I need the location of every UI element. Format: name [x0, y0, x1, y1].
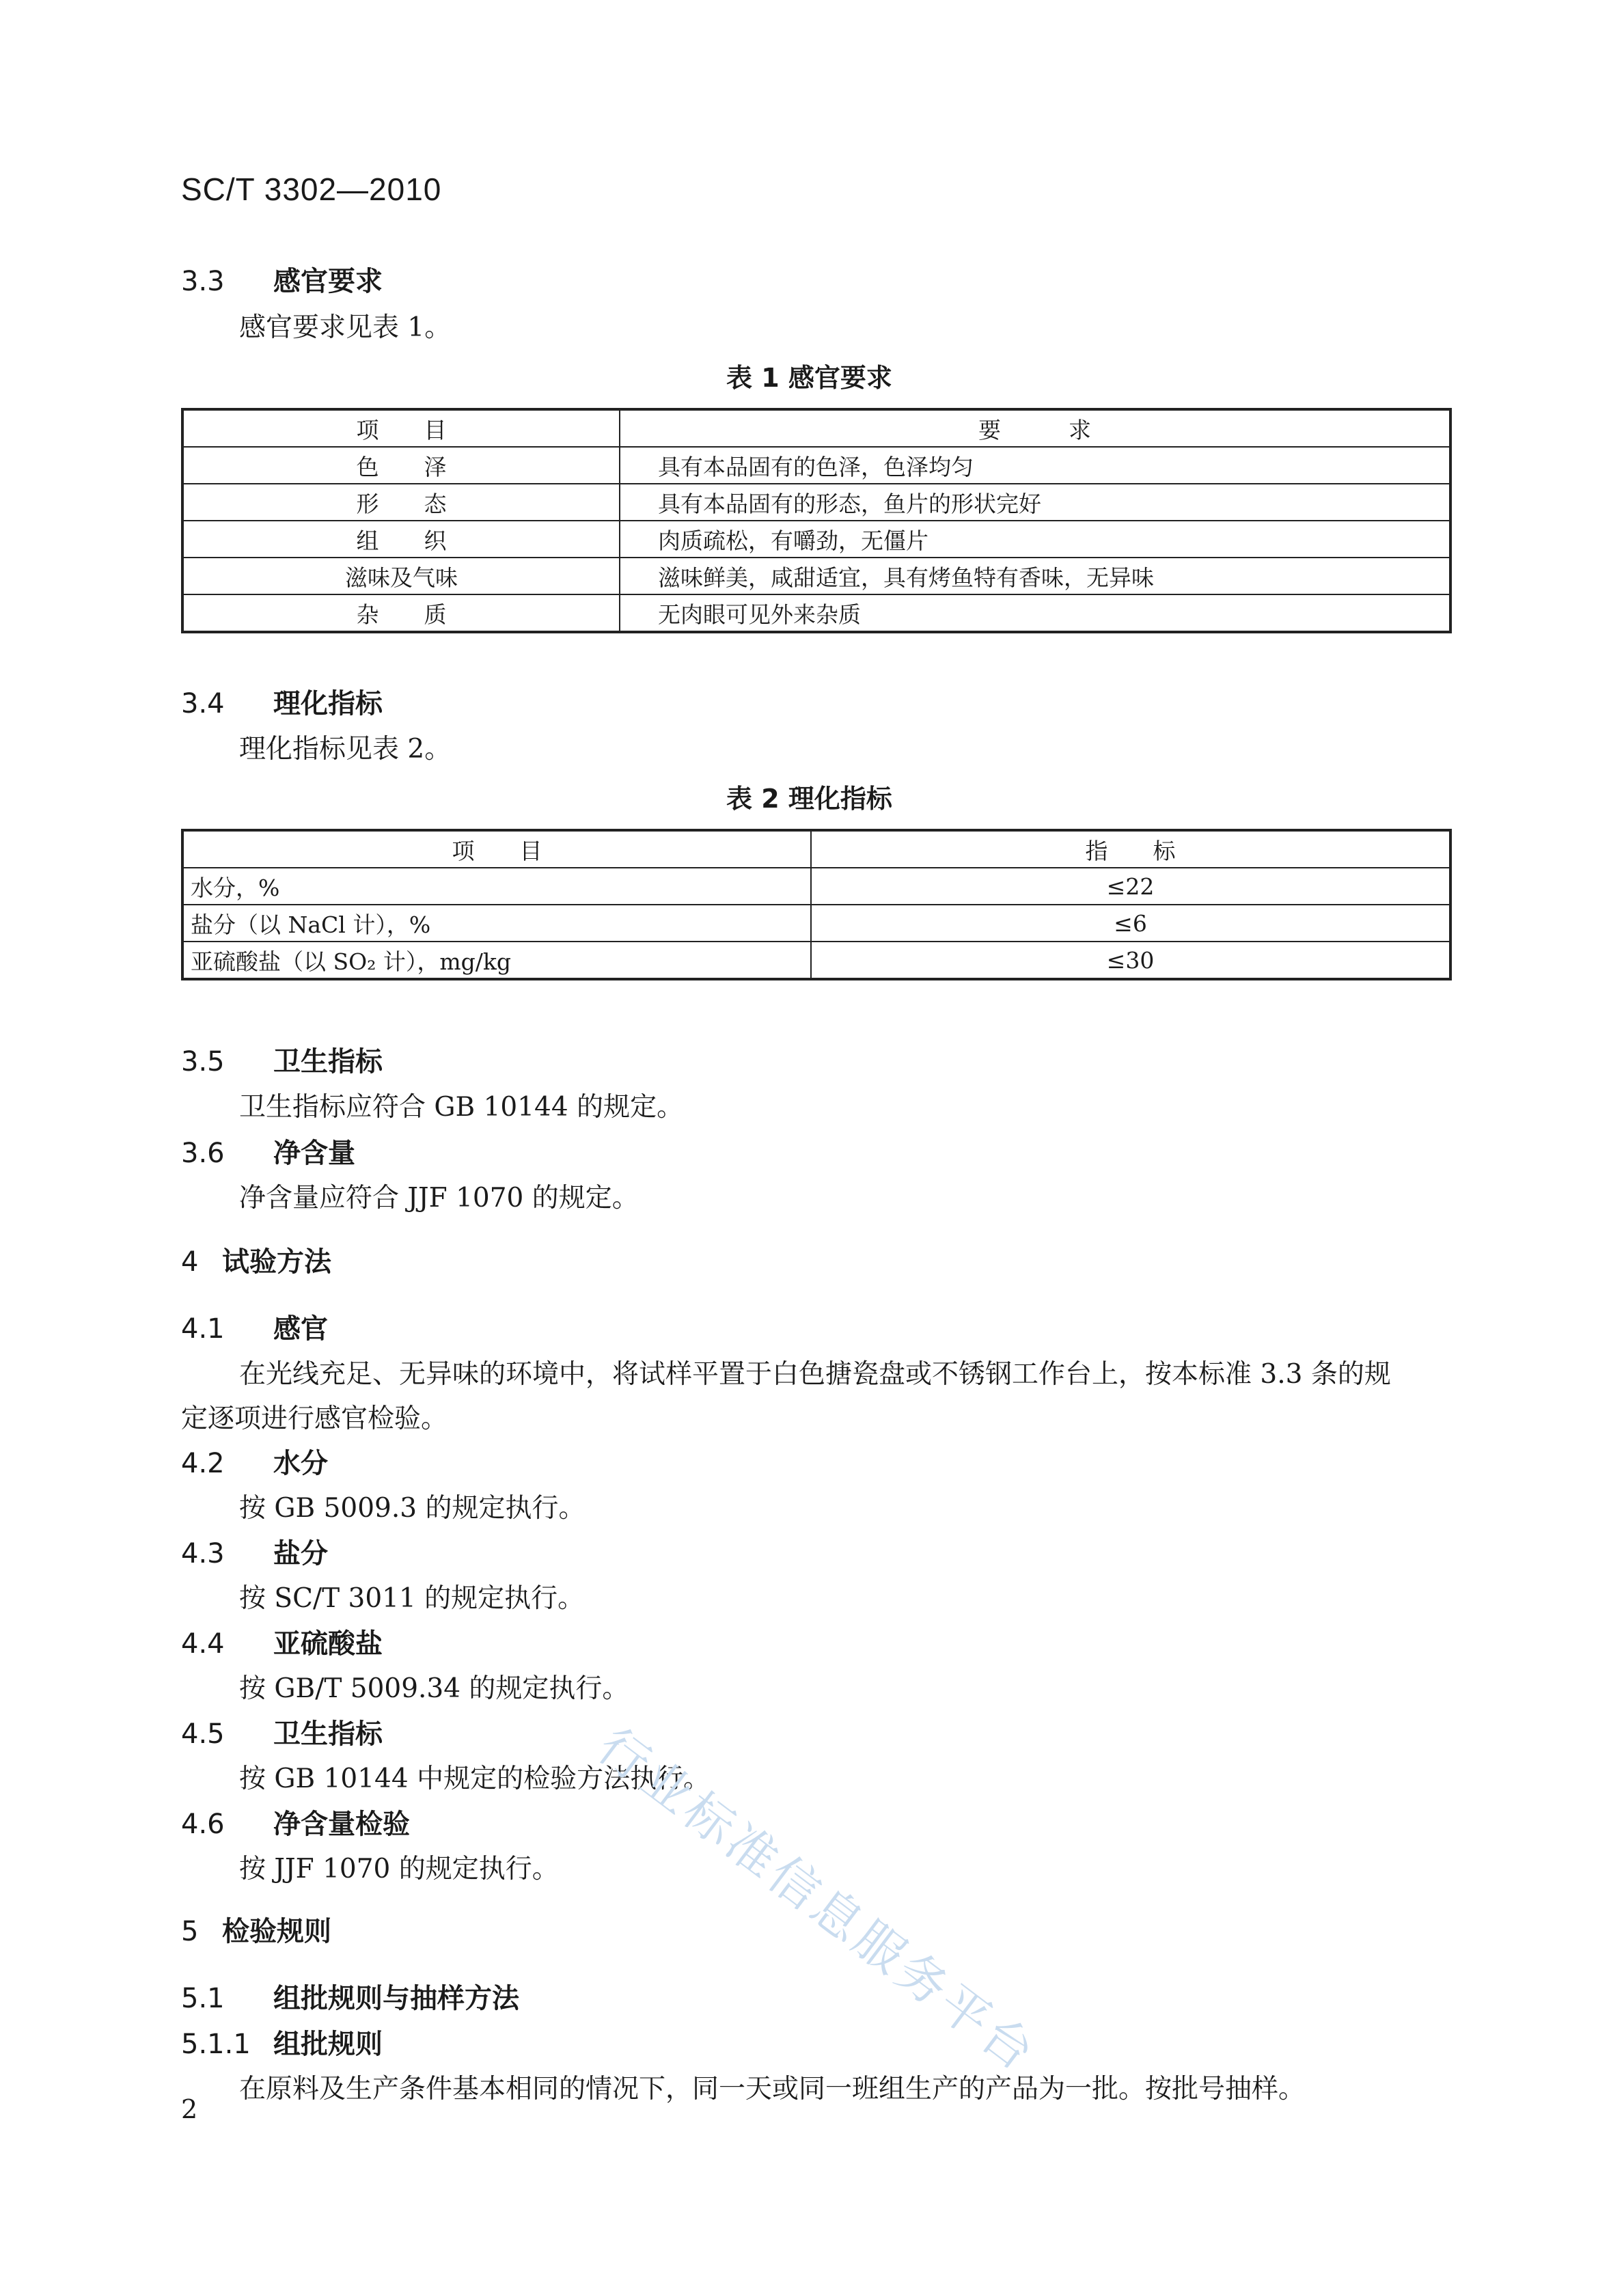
table-row	[182, 868, 1450, 905]
section-4-5-text: 按 GB 10144 中规定的检验方法执行。	[239, 1764, 711, 1794]
table-row	[182, 905, 1450, 942]
section-4-heading: 4 试验方法	[181, 1246, 331, 1278]
document-header: SC/T 3302—2010	[181, 171, 442, 207]
section-4-2-heading: 4.2 水分	[181, 1448, 328, 1479]
section-4-1-text-line1: 在光线充足、无异味的环境中，将试样平置于白色搪瓷盘或不锈钢工作台上，按本标准 3.3 条的规	[239, 1359, 1391, 1390]
watermark-text: 行业标准信息服务平台	[587, 1716, 1048, 2084]
section-5-1-1-heading: 5.1.1 组批规则	[181, 2029, 383, 2060]
page-number: 2	[181, 2094, 198, 2124]
section-4-1-text-line2: 定逐项进行感官检验。	[181, 1403, 448, 1434]
section-3-4-text: 理化指标见表 2。	[239, 734, 452, 765]
table-header-row	[182, 830, 1450, 868]
section-3-3-heading: 3.3 感官要求	[181, 266, 383, 297]
section-4-2-text: 按 GB 5009.3 的规定执行。	[239, 1493, 586, 1524]
table-cell: 无肉眼可见外来杂质	[620, 594, 1450, 632]
table-cell: 色 泽	[182, 447, 620, 484]
section-3-6-heading: 3.6 净含量	[181, 1138, 355, 1169]
section-5-heading: 5 检验规则	[181, 1916, 331, 1947]
section-4-1-heading: 4.1 感官	[181, 1313, 328, 1345]
table-cell: 亚硫酸盐（以 SO₂ 计），mg/kg	[182, 942, 811, 979]
table-row	[182, 558, 1450, 594]
section-5-1-heading: 5.1 组批规则与抽样方法	[181, 1983, 519, 2014]
section-3-5-text: 卫生指标应符合 GB 10144 的规定。	[239, 1092, 684, 1123]
table-cell: ≤30	[811, 942, 1450, 979]
section-4-4-text: 按 GB/T 5009.34 的规定执行。	[239, 1673, 629, 1704]
table-physicochemical-indices	[181, 829, 1452, 980]
table-row	[182, 594, 1450, 632]
section-5-1-1-text: 在原料及生产条件基本相同的情况下，同一天或同一班组生产的产品为一批。按批号抽样。	[239, 2074, 1306, 2104]
table-cell: 肉质疏松，有嚼劲，无僵片	[620, 521, 1450, 558]
table-header-row	[182, 409, 1450, 447]
table2-caption: 表 2 理化指标	[726, 784, 892, 814]
table-cell: ≤22	[811, 868, 1450, 905]
table-header-cell: 项 目	[182, 830, 811, 868]
section-4-6-text: 按 JJF 1070 的规定执行。	[239, 1854, 559, 1884]
section-3-6-text: 净含量应符合 JJF 1070 的规定。	[239, 1183, 639, 1213]
table-cell: 组 织	[182, 521, 620, 558]
section-4-3-text: 按 SC/T 3011 的规定执行。	[239, 1583, 585, 1614]
table-cell: 滋味及气味	[182, 558, 620, 594]
table-cell: 盐分（以 NaCl 计），%	[182, 905, 811, 942]
table-cell: 杂 质	[182, 594, 620, 632]
section-4-3-heading: 4.3 盐分	[181, 1538, 328, 1569]
table-row	[182, 942, 1450, 979]
table-cell: 具有本品固有的色泽，色泽均匀	[620, 447, 1450, 484]
section-4-6-heading: 4.6 净含量检验	[181, 1809, 410, 1840]
section-4-4-heading: 4.4 亚硫酸盐	[181, 1628, 383, 1660]
table-header-cell: 要 求	[620, 409, 1450, 447]
table-header-cell: 指 标	[811, 830, 1450, 868]
table-row	[182, 484, 1450, 521]
table-sensory-requirements	[181, 408, 1452, 633]
table-cell: 形 态	[182, 484, 620, 521]
section-3-3-text: 感官要求见表 1。	[239, 312, 452, 343]
table-cell: 具有本品固有的形态，鱼片的形状完好	[620, 484, 1450, 521]
table-header-cell: 项 目	[182, 409, 620, 447]
table-cell: 滋味鲜美，咸甜适宜，具有烤鱼特有香味，无异味	[620, 558, 1450, 594]
section-4-5-heading: 4.5 卫生指标	[181, 1718, 383, 1750]
table-cell: ≤6	[811, 905, 1450, 942]
section-3-4-heading: 3.4 理化指标	[181, 688, 383, 719]
table1-caption: 表 1 感官要求	[726, 363, 892, 393]
section-3-5-heading: 3.5 卫生指标	[181, 1046, 383, 1078]
table-row	[182, 447, 1450, 484]
table-cell: 水分，%	[182, 868, 811, 905]
table-row	[182, 521, 1450, 558]
